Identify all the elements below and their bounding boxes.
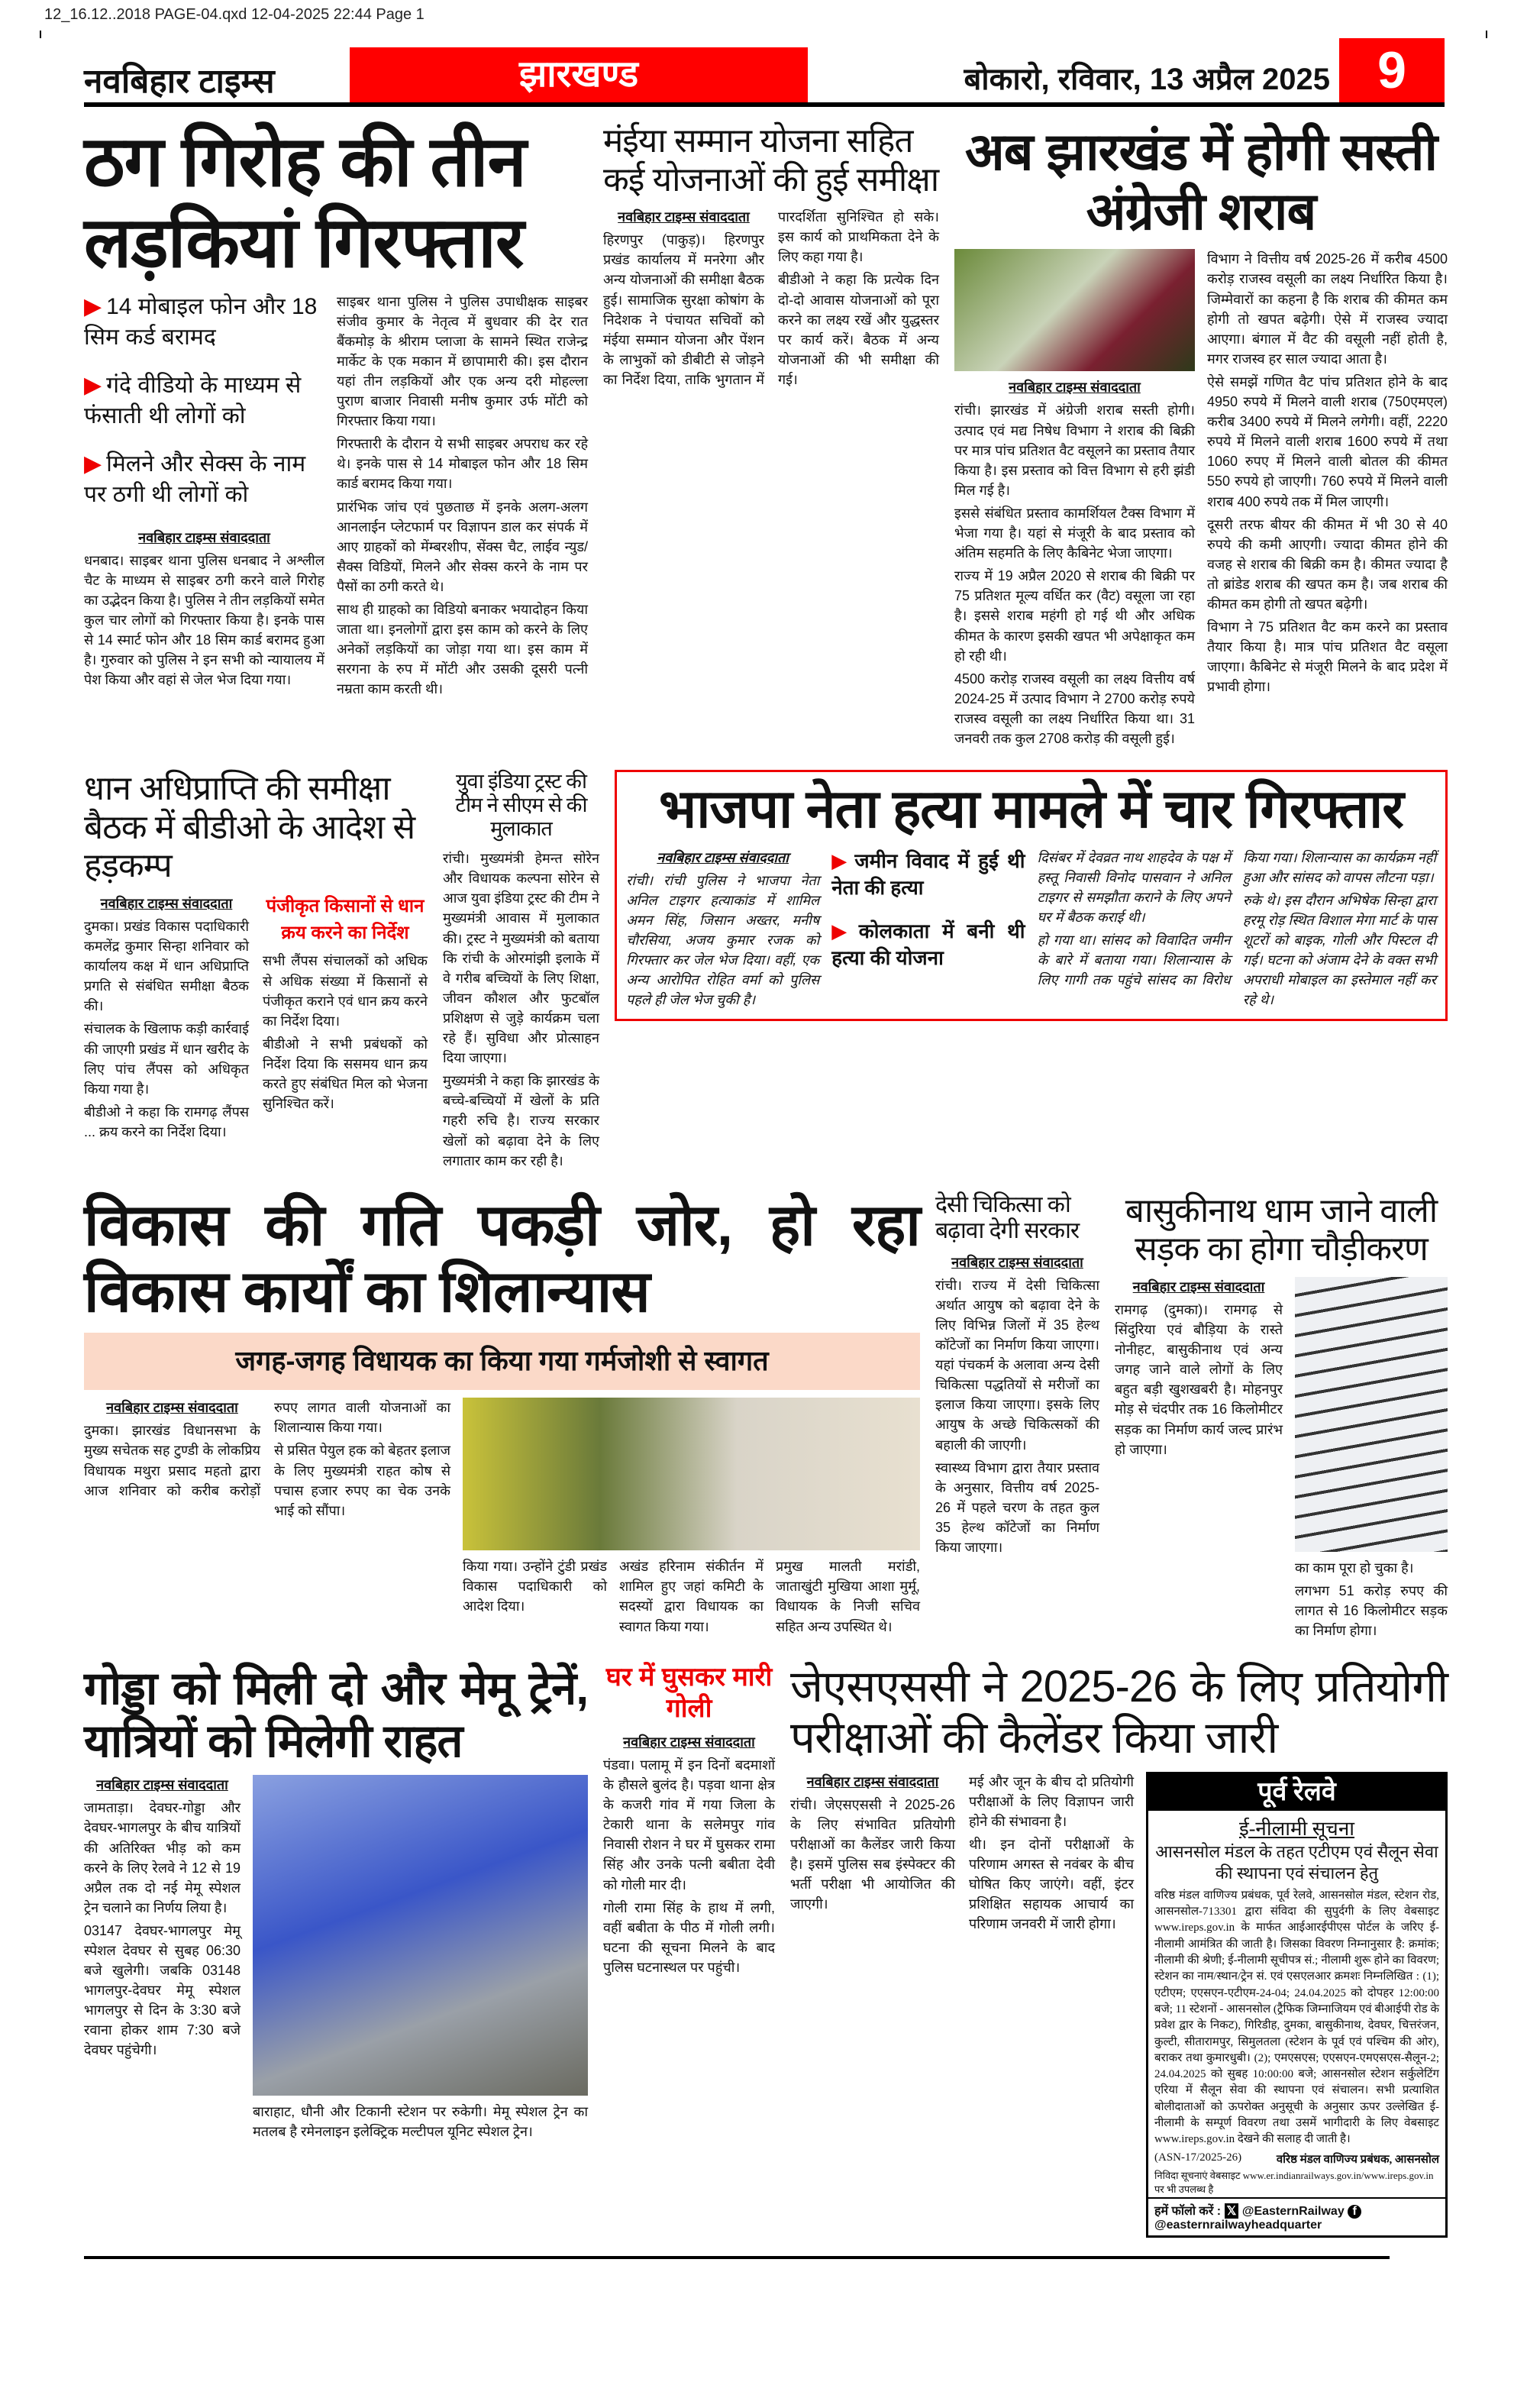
ad-title: ई-नीलामी सूचना (1239, 1817, 1354, 1840)
paragraph: दुमका। प्रखंड विकास पदाधिकारी कमलेंद्र कुमार सिन्हा शनिवार को कार्यालय कक्ष में धान अधिप्राप्ति प्रगति से संबंधित समीक्षा बैठक की। (84, 918, 249, 1014)
paragraph: राज्य में 19 अप्रैल 2020 से शराब की बिक्री पर 75 प्रतिशत मूल्य वर्धित कर (वैट) वसूला जा रहा है। इससे शराब महंगी हो गई थी और अधिक कीमत के कारण इसकी खपत भी अपेक्षाकृत कम हो रही थी। (954, 568, 1195, 664)
byline: नवबिहार टाइम्स संवाददाता (1009, 380, 1141, 396)
ad-text: वरिष्ठ मंडल वाणिज्य प्रबंधक, पूर्व रेलवे, आसनसोल मंडल, स्टेशन रोड, आसनसोल-713301 द्वारा संविदा की सुपुर्दगी के लिए वेबसाइट www.ireps.gov.in के मार्फत आईआरईपीएस पोर्टल के जरिए ई-नीलामी आमंत्रित की जाती है। जिसका विवरण निम्नानुसार है: क्रमांक; नीलामी की श्रेणी; ई-नीलामी सूचीपत्र सं.; नीलामी शुरू होने का विवरण; स्टेशन का नाम/स्थान/ट्रेन सं. एवं एसएलआर क्रमशः निम्नलिखित : (1); एटीएम; एएसएन-एटीएम-24-04; 24.04.2025 को दोपहर 12:00:00 बजे; 11 स्टेशनों - आसनसोल (ट्रैफिक जिम्नाजियम एवं बीआईपी रोड के प्रवेश द्वार के निकट), गिरिडीह, दुमका, बासुकीनाथ, देवघर, चित्तरंजन, कुल्टी, सीतारामपुर, सिमुलतला (स्टेशन के पूर्व एवं पश्चिम की ओर), बराकर तथा कुमारधुबी। (2); एमएसएस; एएसएन-एमएसएस-सैलून-2; 24.04.2025 को सुबह 10:00:00 बजे; आसनसोल स्टेशन सर्कुलेटिंग एरिया में सैलून सेवा की स्थापना एवं संचालन। सभी प्रत्याशित बोलीदाताओं को ऊपरोक्त अनुसूची के अनुसार ऊपर उल्लेखित ई-नीलामी के सम्पूर्ण विवरण तथा उसमें भागीदारी के लिए वेबसाइट www.ireps.gov.in देखने की सलाह दी जाती है। (1154, 1889, 1439, 2146)
ad-signature-row (1148, 2151, 1445, 2167)
highlights (84, 292, 324, 511)
byline: नवबिहार टाइम्स संवाददाता (106, 1400, 238, 1416)
paragraph: रांची। जेएसएससी ने 2025-26 के लिए संभावित प्रतियोगी परीक्षाओं का कैलेंडर जारी किया है। इसमें पुलिस सब इंस्पेक्टर की भर्ती परीक्षा भी आयोजित की जाएगी। (790, 1796, 955, 1912)
story-body (790, 1772, 1134, 1934)
headline: अब झारखंड में होगी सस्ती अंग्रेजी शराब (964, 123, 1438, 241)
paragraph: विभाग ने वित्तीय वर्ष 2025-26 में करीब 4500 करोड़ राजस्व वसूली का लक्ष्य निर्धारित किया है। जिम्मेवारों का कहना है कि शराब की कीमत कम होगी तो खपत बढ़ेगी। ऐसे में राजस्व ज्यादा आएगा। बंगाल में वैट की वसूली नहीं होती है, मगर राजस्व हर साल ज्यादा आता है। (1207, 251, 1448, 367)
byline: नवबिहार टाइम्स संवाददाता (657, 849, 789, 865)
byline: नवबिहार टाइम्स संवाददाता (1132, 1278, 1265, 1295)
story-jssc-calendar (790, 1662, 1448, 2237)
story-yuva-india (443, 770, 599, 1174)
story-maiyan-samman (603, 122, 939, 391)
paragraph: इससे संबंधित प्रस्ताव कामर्शियल टैक्स विभाग में भेजा गया है। यहां से मंजूरी के बाद प्रस्ताव को अंतिम सहमति के लिए कैबिनेट भेजा जाएगा। (954, 505, 1195, 561)
temple-photo (1295, 1277, 1448, 1552)
story-shooting (603, 1662, 775, 1980)
ad-reference: (ASN-17/2025-26) (1154, 2151, 1242, 2164)
byline: नवबिहार टाइम्स संवाददाता (623, 1734, 755, 1750)
story-body (337, 292, 588, 703)
story-body (1115, 1277, 1283, 1463)
headline: धान अधिप्राप्ति की समीक्षा बैठक में बीडीओ के आदेश से हड़कम्प (84, 770, 415, 885)
paragraph: बीडीओ ने कहा कि रामगढ़ लैंपस ... क्रय करने का निर्देश दिया। (84, 1104, 249, 1139)
paragraph: धनबाद। साइबर थाना पुलिस धनबाद ने अश्लील चैट के माध्यम से साइबर ठगी करने वाले गिरोह का उद्भेदन किया है। पुलिस ने तीन लड़कियों समेत कुल चार लोगों को गिरफ्तार किया है। इनके पास से 14 स्मार्ट फोन और 18 सिम कार्ड बरामद हुआ है। गुरुवार को पुलिस ने इन सभी को न्यायालय में पेश किया और वहां से जेल भेज दिया गया। (84, 552, 324, 688)
facebook-icon: f (1348, 2205, 1361, 2219)
highlight-item: ▶ मिलने और सेक्स के नाम पर ठगी थी लोगों को (84, 451, 306, 508)
paragraph: बीडीओ ने सभी प्रबंधकों को निर्देश दिया कि ससमय धान क्रय करते हुए संबंधित मिल को भेजना सुनिश्चित करें। (263, 1036, 428, 1112)
paragraph: 03147 देवघर-भागलपुर मेमू स्पेशल देवघर से सुबह 06:30 बजे खुलेगी। जबकि 03148 भागलपुर-देवघर मेमू स्पेशल भागलपुर से दिन के 3:30 बजे रवाना होकर शाम 7:30 बजे देवघर पहुंचेगी। (84, 1922, 241, 2058)
arrow-icon: ▶ (84, 372, 102, 398)
story-columns (790, 1772, 1448, 2238)
headline: घर में घुसकर मारी गोली (605, 1663, 773, 1724)
paragraph: लगभग 51 करोड़ रुपए की लागत से 16 किलोमीटर सड़क का निर्माण होगा। (1295, 1582, 1448, 1639)
arrow-icon: ▶ (84, 293, 102, 319)
paragraph: रांची। रांची पुलिस ने भाजपा नेता अनिल टाइगर हत्याकांड में शामिल अमन सिंह, जिसान अख्तर, मनीष चौरसिया, अजय कुमार रजक को गिरफ्तार कर जेल भेज दिया। वहीं, एक अन्य आरोपित रोहित वर्मा को पुलिस पहले ही जेल भेज चुकी है। (626, 872, 820, 1008)
story-body (626, 848, 1436, 1010)
paragraph: रांची। झारखंड में अंग्रेजी शराब सस्ती होगी। उत्पाद एवं मद्य निषेध विभाग ने शराब की बिक्री पर मात्र पांच प्रतिशत वैट वसूलने का प्रस्ताव तैयार किया है। इस प्रस्ताव को वित्त विभाग से हरी झंडी मिल गई है। (954, 402, 1195, 498)
paragraph: रुके थे। इस दौरान अभिषेक सिन्हा द्वारा हरमू रोड़ स्थित विशाल मेगा मार्ट के पास शूटरों को बाइक, गोली और पिस्टल दी गई। घटना को अंजाम देने के वक्त सभी अपराधी मोबाइल का इस्तेमाल नहीं कर रहे थे। (1242, 892, 1436, 1008)
highlight-item: ▶ जमीन विवाद में हुई थी नेता की हत्या (831, 848, 1025, 899)
paragraph: दिसंबर में देवव्रत नाथ शाहदेव के पक्ष में हस्तू निवासी विनोद पासवान ने अनिल टाइगर से समझौता कराने के लिए अपने घर में बैठक कराई थी। (1037, 849, 1231, 925)
ad-subtitle: आसनसोल मंडल के तहत एटीएम एवं सैलून सेवा की स्थापना एवं संचालन हेतु (1155, 1841, 1438, 1883)
story-memu-trains (84, 1662, 588, 2145)
page-bottom-rule (84, 2256, 1390, 2259)
story-columns (84, 1775, 588, 2145)
story-body (954, 377, 1195, 748)
row-bottom (84, 1662, 1448, 2237)
story-right-column (463, 1398, 920, 1636)
paragraph: मुख्यमंत्री ने कहा कि झारखंड के बच्चे-बच्चियों में खेलों के प्रति गहरी रुचि है। राज्य सरकार खेलों को बढ़ावा देने के लिए लगातार काम कर रही है। (443, 1073, 599, 1168)
row-top (84, 122, 1448, 751)
byline: नवबिहार टाइम्स संवाददाता (138, 529, 270, 545)
story-thug-gang (84, 122, 588, 702)
headline: जेएसएससी ने 2025-26 के लिए प्रतियोगी परीक्षाओं की कैलेंडर किया जारी (790, 1662, 1448, 1763)
story-right-column (1295, 1277, 1448, 1644)
highlight-item: ▶ गंदे वीडियो के माध्यम से फंसाती थी लोगों को (84, 372, 302, 429)
page-content (84, 0, 1448, 2290)
paragraph: प्रारंभिक जांच एवं पुछताछ में इनके अलग-अलग आनलाईन प्लेटफार्म पर विज्ञापन डाल कर संपर्क में आए ग्राहकों को मेंम्बरशीप, सेंक्स चैट, लाईव न्युड/सैक्स विडियों, मिलने और सेक्स करने के नाम पर पैसों का ठगी करते थे। (337, 499, 588, 594)
story-body (935, 1252, 1099, 1560)
section-label: झारखण्ड (350, 47, 808, 102)
story-body (603, 207, 939, 391)
story-cheap-liquor (954, 122, 1448, 751)
paragraph: थी। इन दोनों परीक्षाओं के परिणाम अगस्त से नवंबर के बीच घोषित किए जाएंगे। वहीं, इंटर प्रशिक्षित सहायक आचार्य का परिणाम जनवरी में जारी होगा। (969, 1836, 1134, 1932)
story-body (1295, 1558, 1448, 1640)
paragraph: अखंड हरिनाम संकीर्तन में शामिल हुए जहां कमिटी के सदस्यों द्वारा विधायक का स्वागत किया गया। (619, 1559, 764, 1634)
train-photo (253, 1775, 588, 2096)
story-right-column (253, 1775, 588, 2145)
story-columns (84, 292, 588, 703)
story-basukinath-road (1115, 1192, 1448, 1644)
story-columns (1115, 1277, 1448, 1644)
byline: नवबिहार टाइम्स संवाददाता (100, 895, 233, 911)
crop-mark (40, 31, 41, 38)
x-icon: 𝕏 (1225, 2203, 1239, 2219)
story-body (603, 1732, 775, 1980)
paragraph: सभी लैंपस संचालकों को अधिक से अधिक संख्या में किसानों से पंजीकृत कराने एवं धान क्रय करने का निर्देश दिया। (263, 953, 428, 1029)
dateline: बोकारो, रविवार, 13 अप्रैल 2025 (964, 63, 1330, 96)
story-ayush (935, 1192, 1099, 1560)
paragraph: रामगढ़ (दुमका)। रामगढ़ से सिंदुरिया एवं बौड़िया के रास्ते नोनीहट, बासुकीनाथ एवं अन्य जगह जाने वाले लोगों के लिए बहुत बड़ी खुशखबरी है। मोहनपुर मोड़ से चंदपीर तक 16 किलोमीटर सड़क का निर्माण कार्य जल्द प्रारंभ हो जाएगा। (1115, 1301, 1283, 1457)
paragraph: किया गया। उन्होंने टुंडी प्रखंड विकास पदाधिकारी को आदेश दिया। (463, 1559, 607, 1614)
paragraph: 4500 करोड़ राजस्व वसूली का लक्ष्य वित्तीय वर्ष 2024-25 में उत्पाद विभाग ने 2700 करोड़ रुपये राजस्व वसूली का लक्ष्य निर्धारित किया था। 31 जनवरी तक कुल 2708 करोड़ की वसूली हुई। (954, 671, 1195, 746)
paragraph: ऐसे समझें गणित वैट पांच प्रतिशत होने के बाद 4950 रुपये में मिलने वाली शराब (750एमएल) करीब 3400 रुपये में मिलने लगेगी। वहीं, 2220 रुपये में मिलने वाली शराब 1600 रुपये में तथा 1060 रुपए में मिलने वाली बोतल की कीमत 550 रुपये हो जाएगी। 760 रुपये में मिलने वाली शराब 400 रुपये तक में मिल जाएगी। (1207, 373, 1448, 509)
story-columns (84, 1398, 920, 1636)
story-development-works (84, 1192, 920, 1637)
story-paddy-procurement (84, 770, 428, 1142)
page-number: 9 (1339, 38, 1445, 102)
row-second (84, 770, 1448, 1174)
arrow-icon: ▶ (831, 848, 851, 872)
byline: नवबिहार टाइम्स संवाददाता (806, 1773, 939, 1789)
wine-glass-photo (954, 249, 1195, 371)
headline: बासुकीनाथ धाम जाने वाली सड़क का होगा चौड़ीकरण (1125, 1191, 1438, 1269)
print-slug: 12_16.12..2018 PAGE-04.qxd 12-04-2025 22:44 Page 1 (44, 6, 425, 23)
paragraph: साथ ही ग्राहको का विडियो बनाकर भयादोहन किया जाता था। इनलोगों द्वारा इस काम को करने के लिए अनेकों लड़कियों का जोड़ा गया था। इस काम में सरगना के रुप में मोंटी और उसकी दूसरी पत्नी नम्रता काम करती थी। (337, 602, 588, 697)
paragraph: दुमका। झारखंड विधानसभा के मुख्य सचेतक सह टुण्डी के लोकप्रिय विधायक मथुरा प्रसाद महतो द्वारा आज शनिवार को करीब करोड़ों रुपए लागत वाली योजनाओं का शिलान्यास किया गया। (84, 1400, 450, 1498)
headline: देसी चिकित्सा को बढ़ावा देगी सरकार (935, 1191, 1080, 1244)
arrow-icon: ▶ (84, 451, 102, 477)
story-columns (954, 249, 1448, 751)
ad-signatory: वरिष्ठ मंडल वाणिज्य प्रबंधक, आसनसोल (1276, 2153, 1439, 2166)
paragraph: रांची। राज्य में देसी चिकित्सा अर्थात आयुष को बढ़ावा देने के लिए विभिन्न जिलों में 35 हेल्थ कॉटेजों का निर्माण किया जाएगा। यहां पंचकर्म के अलावा अन्य देसी चिकित्सा पद्धतियों से मरीजों का इलाज किया जाएगा। इसके लिए आयुष के अच्छे चिकित्सकों की बहाली की जाएगी। (935, 1277, 1099, 1453)
paragraph: दूसरी तरफ बीयर की कीमत में भी 30 से 40 रुपये की कमी आएगी। ज्यादा कीमत होने की वजह से शराब की बिक्री कम है। कीमत ज्यादा है तो ब्रांडेड शराब की खपत कम है। जब शराब की कीमत कम होगी तो खपत बढ़ेगी। (1207, 516, 1448, 612)
ad-website: निविदा सूचनाएं वेबसाइट www.er.indianrailways.gov.in/www.ireps.gov.in पर भी उपलब्ध है (1154, 2169, 1434, 2195)
headline: युवा इंडिया ट्रस्ट की टीम ने सीएम से की मुलाकात (455, 770, 587, 841)
headline: गोड्डा को मिली दो और मेमू ट्रेनें, यात्रियों को मिलेगी राहत (84, 1663, 588, 1767)
paragraph: स्वास्थ्य विभाग द्वारा तैयार प्रस्ताव के अनुसार, वित्तीय वर्ष 2025-26 में पहले चरण के तहत कुल 35 हेल्थ कॉटेजों का निर्माण किया जाएगा। (935, 1459, 1099, 1556)
paragraph: बाराहाट, धौनी और टिकानी स्टेशन पर रुकेगी। मेमू स्पेशल ट्रेन का मतलब है रमेनलाइन इलेक्ट्रिक मल्टीपल यूनिट स्पेशल ट्रेन। (253, 2104, 588, 2140)
paragraph: विभाग ने 75 प्रतिशत वैट कम करने का प्रस्ताव तैयार किया है। मात्र पांच प्रतिशत वैट वसूला जाएगा। कैबिनेट से मंजूरी मिलने के बाद प्रदेश में प्रभावी होगा। (1207, 619, 1448, 695)
paragraph: प्रमुख मालती मरांडी, जाताखुंटी मुखिया आशा मुर्मू, विधायक के निजी सचिव सहित अन्य उपस्थित थे। (776, 1559, 920, 1634)
paragraph: हिरणपुर (पाकुड़)। हिरणपुर प्रखंड कार्यालय में मनरेगा और अन्य योजनाओं की समीक्षा बैठक हुई। सामाजिक सुरक्षा कोषांग के निदेशक ने पंचायत सचिवों को मंईया सम्मान योजना और पेंशन के लाभुकों को डीबीटी से जोड़ने का निर्देश दिया, ताकि भुगतान में पारदर्शिता सुनिश्चित हो सके। इस कार्य को प्राथमिकता देने के लिए कहा गया है। (603, 209, 939, 387)
newspaper-name: नवबिहार टाइम्स (84, 63, 275, 100)
ad-org: पूर्व रेलवे (1148, 1774, 1445, 1811)
story-body (84, 1775, 241, 2063)
subheadline-banner: जगह-जगह विधायक का किया गया गर्मजोशी से स्वागत (84, 1333, 920, 1390)
paragraph: हो गया था। सांसद को विवादित जमीन के बारे में बताया गया। शिलान्यास के लिए गागी तक पहुंचे सांसद का विरोध किया गया। शिलान्यास का कार्यक्रम नहीं हुआ और सांसद को वापस लौटना पड़ा। (1037, 849, 1436, 988)
highlight-item: ▶ कोलकाता में बनी थी हत्या की योजना (831, 919, 1025, 969)
story-body (463, 1556, 920, 1636)
byline: नवबिहार टाइम्स संवाददाता (96, 1777, 228, 1793)
story-body (84, 528, 324, 690)
story-body (253, 2102, 588, 2141)
arrow-icon: ▶ (831, 919, 854, 942)
byline: नवबिहार टाइम्स संवाददाता (951, 1254, 1083, 1270)
crop-mark (1486, 31, 1487, 38)
headline: विकास की गति पकड़ी जोर, हो रहा विकास कार्यों का शिलान्यास (84, 1192, 920, 1325)
story-body (84, 894, 428, 1142)
paragraph: संचालक के खिलाफ कड़ी कार्रवाई की जाएगी प्रखंड में धान खरीद के लिए पांच लैंपस को अधिकृत किया गया है। (84, 1021, 249, 1097)
paragraph: का काम पूरा हो चुका है। (1295, 1560, 1414, 1576)
headline: ठग गिरोह की तीन लड़कियां गिरफ्तार (84, 123, 526, 282)
paragraph: गोली रामा सिंह के हाथ में लगी, वहीं बबीता के पीठ में गोली लगी। घटना की सूचना मिलने के बाद पुलिस घटनास्थल पर पहुंची। (603, 1899, 775, 1975)
subheadline: पंजीकृत किसानों से धान क्रय करने का निर्देश (266, 895, 425, 943)
paragraph: जामताड़ा। देवघर-गोड्डा और देवघर-भागलपुर के बीच यात्रियों की अतिरिक्त भीड़ को कम करने के लिए रेलवे ने 12 से 19 अप्रैल तक दो नई मेमू स्पेशल ट्रेन चलाने का निर्णय लिया है। (84, 1800, 241, 1915)
ad-social: हमें फॉलो करें : 𝕏 @EasternRailway f @easternrailwayheadquarter (1148, 2197, 1445, 2235)
paragraph: रांची। मुख्यमंत्री हेमन्त सोरेन और विधायक कल्पना सोरेन से आज युवा इंडिया ट्रस्ट की टीम ने मुख्यमंत्री आवास में मुलाकात की। ट्रस्ट ने मुख्यमंत्री को बताया कि रांची के ओरमांझी इलाके में वे गरीब बच्चियों के लिए शिक्षा, जीवन कौशल और फुटबॉल प्रशिक्षण से जुड़े कार्यक्रम चला रहे हैं। सुविधा और प्रोत्साहन दिया जाएगा। (443, 851, 599, 1066)
story-body (1207, 249, 1448, 700)
headline: भाजपा नेता हत्या मामले में चार गिरफ्तार (659, 779, 1403, 839)
story-left-column (954, 249, 1195, 751)
story-bjp-leader-murder (615, 770, 1448, 1021)
headline: मंईया सम्मान योजना सहित कई योजनाओं की हुई समीक्षा (603, 122, 939, 199)
byline: नवबिहार टाइम्स संवाददाता (618, 209, 750, 225)
story-body (443, 848, 599, 1174)
story-left-column (84, 292, 324, 693)
paragraph: साइबर थाना पुलिस ने पुलिस उपाधीक्षक साइबर संजीव कुमार के नेतृत्व में बुधवार की देर रात बैंकमोड़ के श्रीराम प्लाजा के सामने स्थित राजेन्द्र मार्केट के एक मकान में छापामारी की। इस दौरान यहां तीन लड़कियों और एक अन्य दरी मोहल्ला पुराण बाजार निवासी मनीष कुमार उर्फ मोंटी को गिरफ्तार किया गया। (337, 293, 588, 429)
railway-e-auction-notice (1146, 1772, 1448, 2238)
highlight-item: ▶ 14 मोबाइल फोन और 18 सिम कर्ड बरामद (84, 293, 318, 351)
paragraph: बीडीओ ने कहा कि प्रत्येक दिन दो-दो आवास योजनाओं को पूरा करने का लक्ष्य रखें और युद्धस्तर पर कार्य करें। बैठक में अन्य योजनाओं की भी समीक्षा की गई। (778, 272, 939, 387)
story-body (84, 1398, 450, 1521)
paragraph: गिरफ्तारी के दौरान ये सभी साइबर अपराध कर रहे थे। इनके पास से 14 मोबाइल फोन और 18 सिम कार्ड बरामद किया गया। (337, 436, 588, 492)
paragraph: मई और जून के बीच दो प्रतियोगी परीक्षाओं के लिए विज्ञापन जारी होने की संभावना है। (969, 1773, 1134, 1829)
row-third (84, 1192, 1448, 1644)
paragraph: से प्रसित पेयुल हक को बेहतर इलाज के लिए मुख्यमंत्री राहत कोष से पचास हजार रुपए का चेक उनके भाई को सौंपा। (274, 1443, 450, 1518)
event-photo (463, 1398, 920, 1550)
paragraph: पंडवा। पलामू में इन दिनों बदमाशों के हौसले बुलंद है। पड़वा थाना क्षेत्र के कजरी गांव में गया जिला के टेकारी थाना के सलेमपुर गांव निवासी रोशन ने घर में घुसकर रामा सिंह और उनके पत्नी बबीता देवी को गोली मार दी। (603, 1757, 775, 1892)
